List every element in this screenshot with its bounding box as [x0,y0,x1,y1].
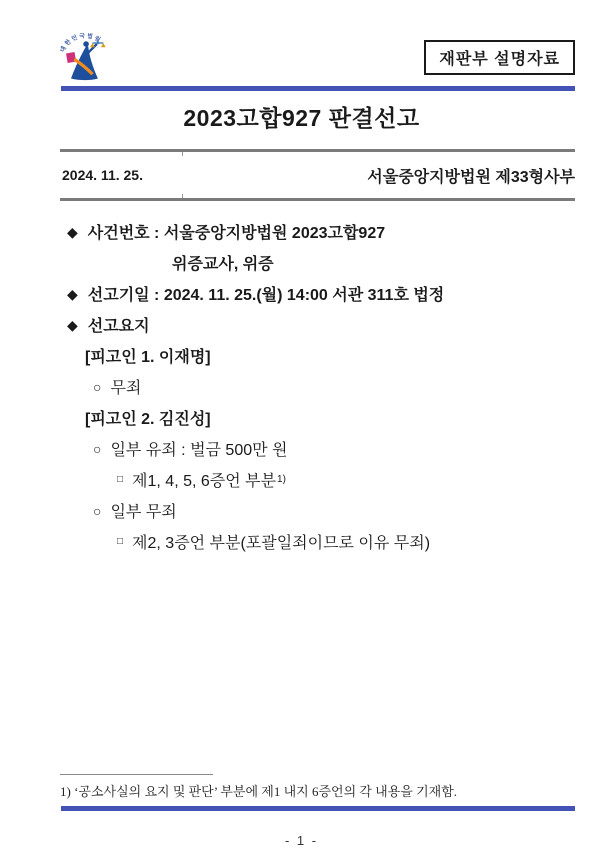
guilty-detail-line: □ 제1, 4, 5, 6증언 부분 1) [60,464,575,495]
defendant-2-acquit-line [60,495,575,526]
diamond-bullet-icon: ◆ [67,223,78,240]
badge-label: 재판부 설명자료 [439,51,560,68]
hearing-date-line [60,278,575,309]
rule-tick-bottom [182,194,183,198]
top-blue-rule [61,86,575,91]
announcement-date: 2024. 11. 25. [62,167,143,183]
defendant-2-heading [60,402,575,433]
page-number: - 1 - [284,833,319,848]
defendant-2-acquit-text: 일부 무죄 [110,504,177,521]
body-content [60,216,575,557]
logo-figure-head [83,41,89,47]
case-number-text: 사건번호 : 서울중앙지방법원 2023고합927 [87,225,386,242]
defendant-2-guilty-text: 일부 유죄 : 벌금 500만 원 [110,442,288,459]
court-division: 서울중앙지방법원 제33형사부 [367,168,575,186]
defendant-1-verdict-text: 무죄 [110,380,142,397]
defendant-1-verdict-line [60,371,575,402]
square-bullet-icon: □ [117,535,124,547]
case-number-line [60,216,575,247]
verdict-summary-label: 선고요지 [87,318,150,335]
charges-text: 위증교사, 위증 [172,256,274,273]
meta-row [60,149,575,201]
defendant-2-guilty-line [60,433,575,464]
circle-bullet-icon: ○ [93,502,102,519]
defendant-1-label: [피고인 1. 이재명] [85,349,211,366]
acquit-detail-text: 제2, 3증언 부분(포괄일죄이므로 이유 무죄) [132,535,431,552]
footnote-text: 1) ‘공소사실의 요지 및 판단’ 부분에 제1 내지 6증언의 각 내용을 기재함. [60,784,458,799]
charges-line [60,247,575,278]
logo-arc-text: 대한민국법원 [60,33,103,54]
rule-tick-top [182,152,183,156]
defendant-2-label: [피고인 2. 김진성] [85,411,211,428]
page-title: 2023고합927 판결선고 [183,105,420,131]
diamond-bullet-icon: ◆ [67,285,78,302]
defendant-1-heading [60,340,575,371]
footnote-separator [60,774,213,775]
acquit-detail-line [60,526,575,557]
circle-bullet-icon: ○ [93,378,102,395]
verdict-summary-heading [60,309,575,340]
logo-scales-icon [90,40,106,48]
circle-bullet-icon: ○ [93,440,102,457]
diamond-bullet-icon: ◆ [67,316,78,333]
court-emblem-logo [57,30,113,84]
badge-box [424,40,575,75]
guilty-detail-text: 제1, 4, 5, 6증언 부분 [132,473,277,490]
logo-figure-robe [71,46,98,80]
logo-pink-block [66,52,76,63]
square-bullet-icon: □ [117,473,124,485]
hearing-date-text: 선고기일 : 2024. 11. 25.(월) 14:00 서관 311호 법정 [87,287,445,304]
bottom-blue-rule [61,806,575,811]
